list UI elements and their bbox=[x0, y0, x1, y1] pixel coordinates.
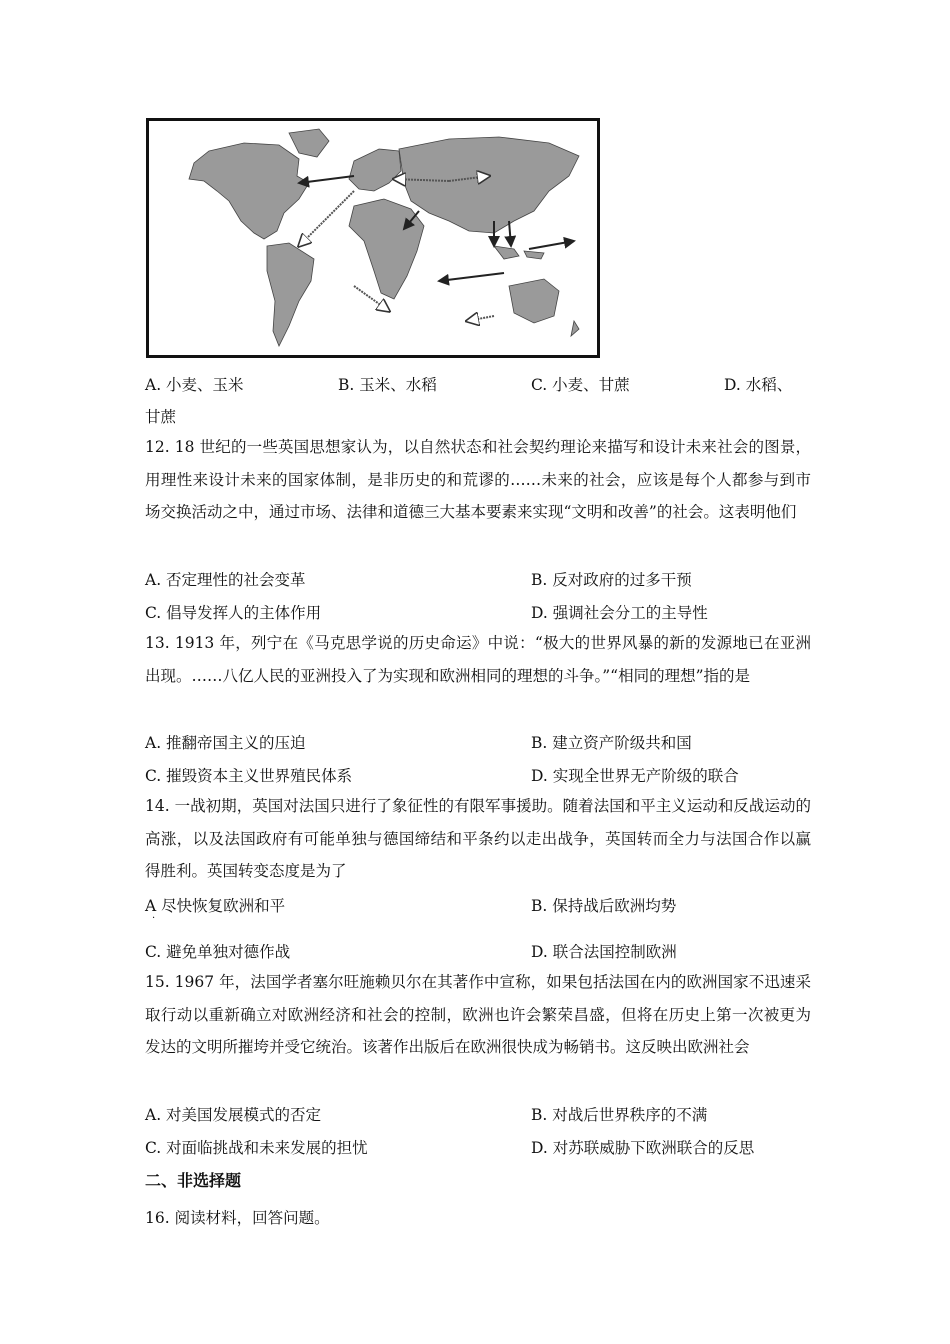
world-map-graphic bbox=[149, 121, 597, 355]
q13-stem: 13. 1913 年，列宁在《马克思学说的历史命运》中说：“极大的世界风暴的新的发源地已在亚洲出现。……八亿人民的亚洲投入了为实现和欧洲相同的理想的斗争。”“相同的理想”指的是 bbox=[145, 634, 811, 685]
arrow-australia-to-pacific bbox=[529, 241, 574, 249]
q12-stem: 12. 18 世纪的一些英国思想家认为，以自然状态和社会契约理论来描写和设计未来社会的图景，用理性来设计未来的国家体制，是非历史的和荒谬的……未来的社会，应该是每个人都参与到市场交换活动之中，通过市场、法律和道德三大基本要素来实现“文明和改善”的社会。这表明他们 bbox=[145, 438, 811, 521]
arrow-seasia-down-2 bbox=[509, 221, 511, 246]
q11-option-d-wrap: 甘蔗 bbox=[145, 408, 177, 426]
q14-option-d: D. 联合法国控制欧洲 bbox=[531, 943, 677, 961]
q12-option-c: C. 倡导发挥人的主体作用 bbox=[145, 604, 322, 622]
arrow-europe-to-south-america bbox=[299, 191, 354, 246]
q11-option-a: A. 小麦、玉米 bbox=[145, 376, 244, 394]
q12-option-a: A. 否定理性的社会变革 bbox=[145, 571, 306, 589]
arrow-europe-to-america bbox=[299, 176, 354, 183]
q14-option-a: A 尽快恢复欧洲和平 bbox=[145, 897, 286, 915]
q14-option-a-dot: · bbox=[152, 913, 156, 924]
q13-option-b: B. 建立资产阶级共和国 bbox=[531, 734, 692, 752]
q15-stem: 15. 1967 年，法国学者塞尔旺施赖贝尔在其著作中宣称，如果包括法国在内的欧洲国家不迅速采取行动以重新确立对欧洲经济和社会的控制，欧洲也许会繁荣昌盛，但将在历史上第一次被更为发达的文明所摧垮并受它统治。该著作出版后在欧洲很快成为畅销书。这反映出欧洲社会 bbox=[145, 973, 811, 1056]
q14-stem: 14. 一战初期，英国对法国只进行了象征性的有限军事援助。随着法国和平主义运动和反战运动的高涨，以及法国政府有可能单独与德国缔结和平条约以走出战争，英国转而全力与法国合作以赢得胜利。英国转变态度是为了 bbox=[145, 797, 811, 880]
africa-landmass bbox=[349, 199, 424, 299]
section-2-heading: 二、非选择题 bbox=[145, 1171, 242, 1190]
q11-option-d: D. 水稻、 bbox=[724, 376, 793, 394]
q12-option-b: B. 反对政府的过多干预 bbox=[531, 571, 692, 589]
q13-option-a: A. 推翻帝国主义的压迫 bbox=[145, 734, 306, 752]
europe-landmass bbox=[349, 149, 401, 191]
q14-option-c: C. 避免单独对德作战 bbox=[145, 943, 291, 961]
arrow-indonesia-to-africa bbox=[439, 273, 504, 281]
asia-landmass bbox=[399, 137, 579, 233]
q15-option-a: A. 对美国发展模式的否定 bbox=[145, 1106, 322, 1124]
q14-option-b: B. 保持战后欧洲均势 bbox=[531, 897, 677, 915]
south-america-landmass bbox=[267, 243, 314, 346]
q13-option-d: D. 实现全世界无产阶级的联合 bbox=[531, 767, 739, 785]
north-america-landmass bbox=[189, 143, 309, 239]
q15-option-c: C. 对面临挑战和未来发展的担忧 bbox=[145, 1139, 368, 1157]
q16-stem: 16. 阅读材料，回答问题。 bbox=[145, 1209, 330, 1227]
q15-option-d: D. 对苏联威胁下欧洲联合的反思 bbox=[531, 1139, 755, 1157]
q15-option-b: B. 对战后世界秩序的不满 bbox=[531, 1106, 708, 1124]
world-crop-spread-map bbox=[146, 118, 600, 358]
q11-option-b: B. 玉米、水稻 bbox=[338, 376, 437, 394]
q12-option-d: D. 强调社会分工的主导性 bbox=[531, 604, 708, 622]
q11-option-c: C. 小麦、甘蔗 bbox=[531, 376, 630, 394]
new-zealand-islands bbox=[571, 321, 579, 336]
greenland-landmass bbox=[289, 129, 329, 157]
australia-landmass bbox=[509, 279, 559, 323]
q13-option-c: C. 摧毁资本主义世界殖民体系 bbox=[145, 767, 353, 785]
arrow-southern-ocean bbox=[467, 316, 494, 321]
